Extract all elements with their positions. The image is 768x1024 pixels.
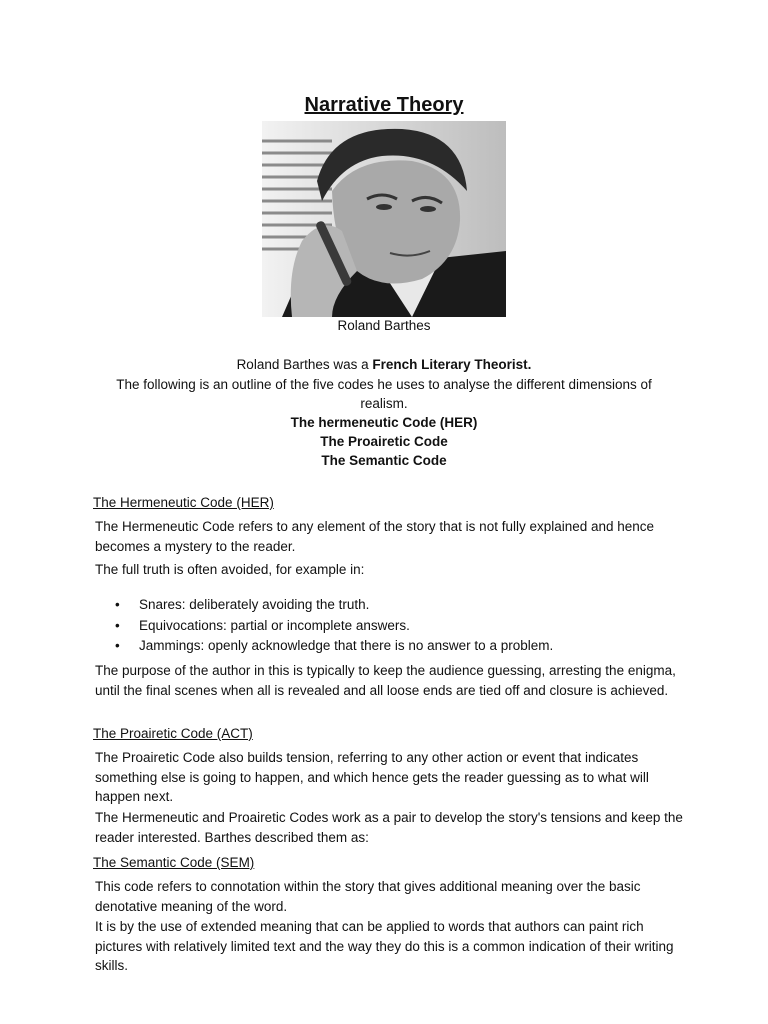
code-item: The Semantic Code <box>321 453 447 468</box>
semantic-para-2: It is by the use of extended meaning that can be applied to words that authors can paint rich pictures with relatively limited text and the way they do this is a common indication of their writing skills. <box>95 919 674 973</box>
code-item: The hermeneutic Code (HER) <box>290 415 478 430</box>
proairetic-para-1: The Proairetic Code also builds tension, referring to any other action or event that indicates something else is going to happen, and which hence gets the reader guessing as to what will happen next. <box>95 750 649 804</box>
list-item: • Equivocations: partial or incomplete answers. <box>95 616 675 637</box>
bullet-list <box>95 595 675 657</box>
list-item: • Jammings: openly acknowledge that there is no answer to a problem. <box>95 636 675 657</box>
hermeneutic-para-1: The Hermeneutic Code refers to any element of the story that is not fully explained and hence becomes a mystery to the reader. <box>95 519 655 554</box>
author-photo <box>262 121 506 317</box>
photo-caption: Roland Barthes <box>337 318 431 333</box>
hermeneutic-para-3: The purpose of the author in this is typically to keep the audience guessing, arresting the enigma, until the final scenes when all is revealed and all loose ends are tied off and closure is achieved. <box>95 663 676 698</box>
code-item: The Proairetic Code <box>320 434 448 449</box>
portrait-image <box>262 121 506 317</box>
intro-bold: French Literary Theorist. <box>372 357 532 372</box>
section-heading-proairetic: The Proairetic Code (ACT) <box>93 726 253 741</box>
page-title: Narrative Theory <box>304 94 464 116</box>
section-heading-hermeneutic: The Hermeneutic Code (HER) <box>93 495 274 510</box>
semantic-para-1: This code refers to connotation within the story that gives additional meaning over the basic denotative meaning of the word. <box>95 879 641 914</box>
code-list <box>0 413 768 470</box>
intro-prefix: Roland Barthes was a <box>236 357 373 372</box>
section-heading-semantic: The Semantic Code (SEM) <box>93 855 255 870</box>
proairetic-para-2: The Hermeneutic and Proairetic Codes work as a pair to develop the story's tensions and keep the reader interested. Barthes described them as: <box>95 810 683 845</box>
hermeneutic-para-2: The full truth is often avoided, for example in: <box>95 562 365 577</box>
intro-outline: The following is an outline of the five codes he uses to analyse the different dimensions of realism. <box>116 377 652 411</box>
list-item: • Snares: deliberately avoiding the truth. <box>95 595 675 616</box>
intro-line <box>0 355 768 374</box>
